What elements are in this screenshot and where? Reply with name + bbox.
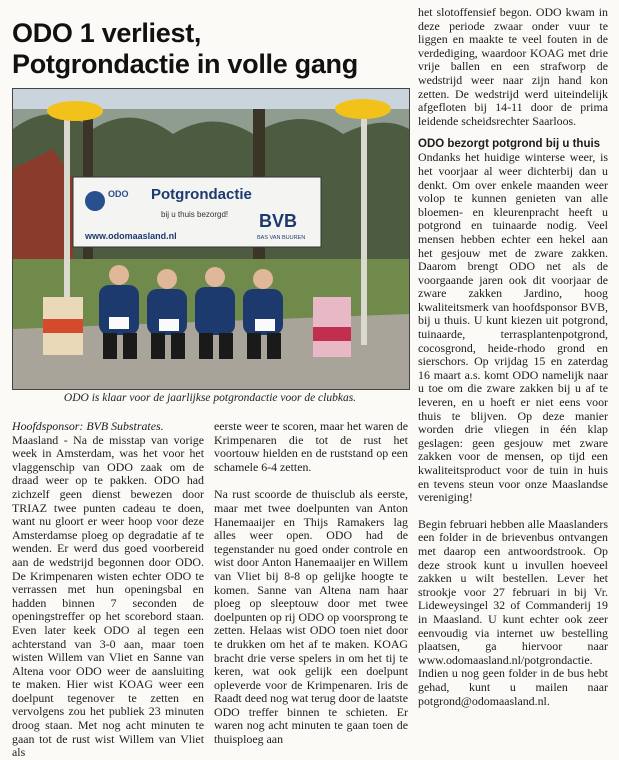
column-3-subhead: ODO bezorgt potgrond bij u thuis	[418, 138, 601, 151]
column-3-paragraph-3: Begin februari hebben alle Maaslanders een folder in de brievenbus ontvangen met daarop een antwoordstrook. Op deze strook kunt u invullen hoeveel zakken u wilt bestellen. Lever het strookje voor 27 februari in bij Vr. Lideweysingel 32 of Commanderij 19 in Maasland. U kunt echter ook zeer eenvoudig via internet uw bestelling plaatsen, ga hiervoor naar www.odomaasland.nl/potgrondactie. Indien u nog geen folder in de bus hebt gehad, kunt u mailen naar potgrond@odomaasland.nl.	[418, 516, 608, 708]
team-photo-illustration	[13, 89, 409, 389]
photo-caption: ODO is klaar voor de jaarlijkse potgrondactie voor de clubkas.	[63, 392, 357, 404]
banner-brand: BVB	[259, 211, 298, 231]
column-2-paragraph-2: Na rust scoorde de thuisclub als eerste, maar met twee doelpunten van Anton Hanemaaijer en Thijs Ramakers lag alles weer open. ODO had de tegenstander nu goed onder controle en wist door Anton Hanemaaijer en Willem van Vliet bij 8-8 op gelijke hoogte te komen. Sanne van Altena nam haar ploeg op sleeptouw door met twee doelpunten op rij ODO op voorsprong te zetten. Helaas wist ODO toen niet door te drukken om het af te maken. KOAG bracht drie verse spelers in om het tij te keren, wat ook gelijk een doelpunt opleverde voor de Krimpenaren. Iris de Raadt deed nog wat terug door de laatste ODO treffer binnen te schieten. Er waren nog acht minuten te gaan toen de thuisploeg aan	[214, 487, 408, 747]
headline-line-1: ODO 1 verliest,	[12, 18, 202, 48]
column-3-paragraph-2: Ondanks het huidige winterse weer, is het voorjaar al weer dichterbij dan u denkt. Om over enkele maanden weer volop te kunnen genieten van alle bloemen- en kleurenpracht heeft u potgrond en tuinaarde nodig. Veel mensen hebben echter een hekel aan het gesjouw met de zware zakken. Daarom brengt ODO net als de voorgaande jaren ook dit voorjaar de zware zakken Jardino, hoog kwaliteitsmerk van hoofdsponsor BVB, bij u thuis. U kunt kiezen uit potgrond, tuinaarde, terrasplantenpotgrond, cocosgrond, heide-rhodo grond en sierschors. Op vrijdag 15 en zaterdag 16 maart a.s. komt ODO namelijk naar u toe om die zware zakken bij u af te leveren, en u hoeft er niet eens voor thuis te blijven. Op deze manier worden drie vliegen in één klap geslagen: geen gesjouw met zware zakken voor de mensen, op tijd een kwaliteitsproduct voor de tuin in huis en tevens steun voor onze Maaslandse vereniging!	[418, 150, 608, 505]
headline	[12, 18, 412, 80]
banner-title: Potgrondactie	[151, 186, 252, 203]
headline-line-2: Potgrondactie in volle gang	[12, 49, 358, 79]
article-column-2	[214, 420, 408, 747]
byline: Hoofdsponsor: BVB Substrates.	[12, 419, 164, 433]
banner-subtitle: bij u thuis bezorgd!	[161, 210, 229, 219]
banner-brand-sub: BAS VAN BUUREN	[257, 235, 306, 241]
column-3-paragraph-1: het slotoffensief begon. ODO kwam in deze periode zwaar onder vuur te liggen en maakte te veel fouten in de verdediging, waardoor KOAG met drie vrije ballen en een strafworp de wedstrijd weer naar zijn hand kon zetten. De wedstrijd werd uiteindelijk afgefloten bij 14-11 door de prima leidende scheidsrechter Saarloos.	[418, 5, 608, 128]
article-column-3	[418, 6, 608, 708]
article-column-1	[12, 420, 204, 760]
team-photo	[12, 88, 410, 390]
banner-url: www.odomaasland.nl	[85, 231, 177, 241]
banner-logo: ODO	[108, 189, 129, 199]
column-1-text: Maasland - Na de misstap van vorige week in Amsterdam, was het voor het vlaggenschip van ODO zaak om de draad weer op te pakken. ODO had zichzelf geen dienst bewezen door TRIAZ twee punten cadeau te doen, want nu gloort er weer hoop voor deze Amsterdamse ploeg op degradatie af te wenden. Er werd dus goed voorbereid aan de wedstrijd begonnen door ODO. De Krimpenaren wisten echter ODO te verrassen met hun openingsbal en hadden binnen 7 seconden de openingstreffer op het scorebord staan. Even later keek ODO al tegen een achterstand van 3-0 aan, maar toen wisten Willem van Vliet en Sanne van Altena voor ODO weer de aansluiting te maken. Hier wist KOAG weer een doelpunt tegenover te zetten en vervolgens zou het publiek 23 minuten droog staan. Met nog acht minuten te gaan tot de rust wist Willem van Vliet als	[12, 432, 204, 760]
column-2-paragraph-1: eerste weer te scoren, maar het waren de Krimpenaren die tot de rust het voortouw hielden en de ruststand op een schamele 6-4 zetten.	[214, 419, 408, 474]
